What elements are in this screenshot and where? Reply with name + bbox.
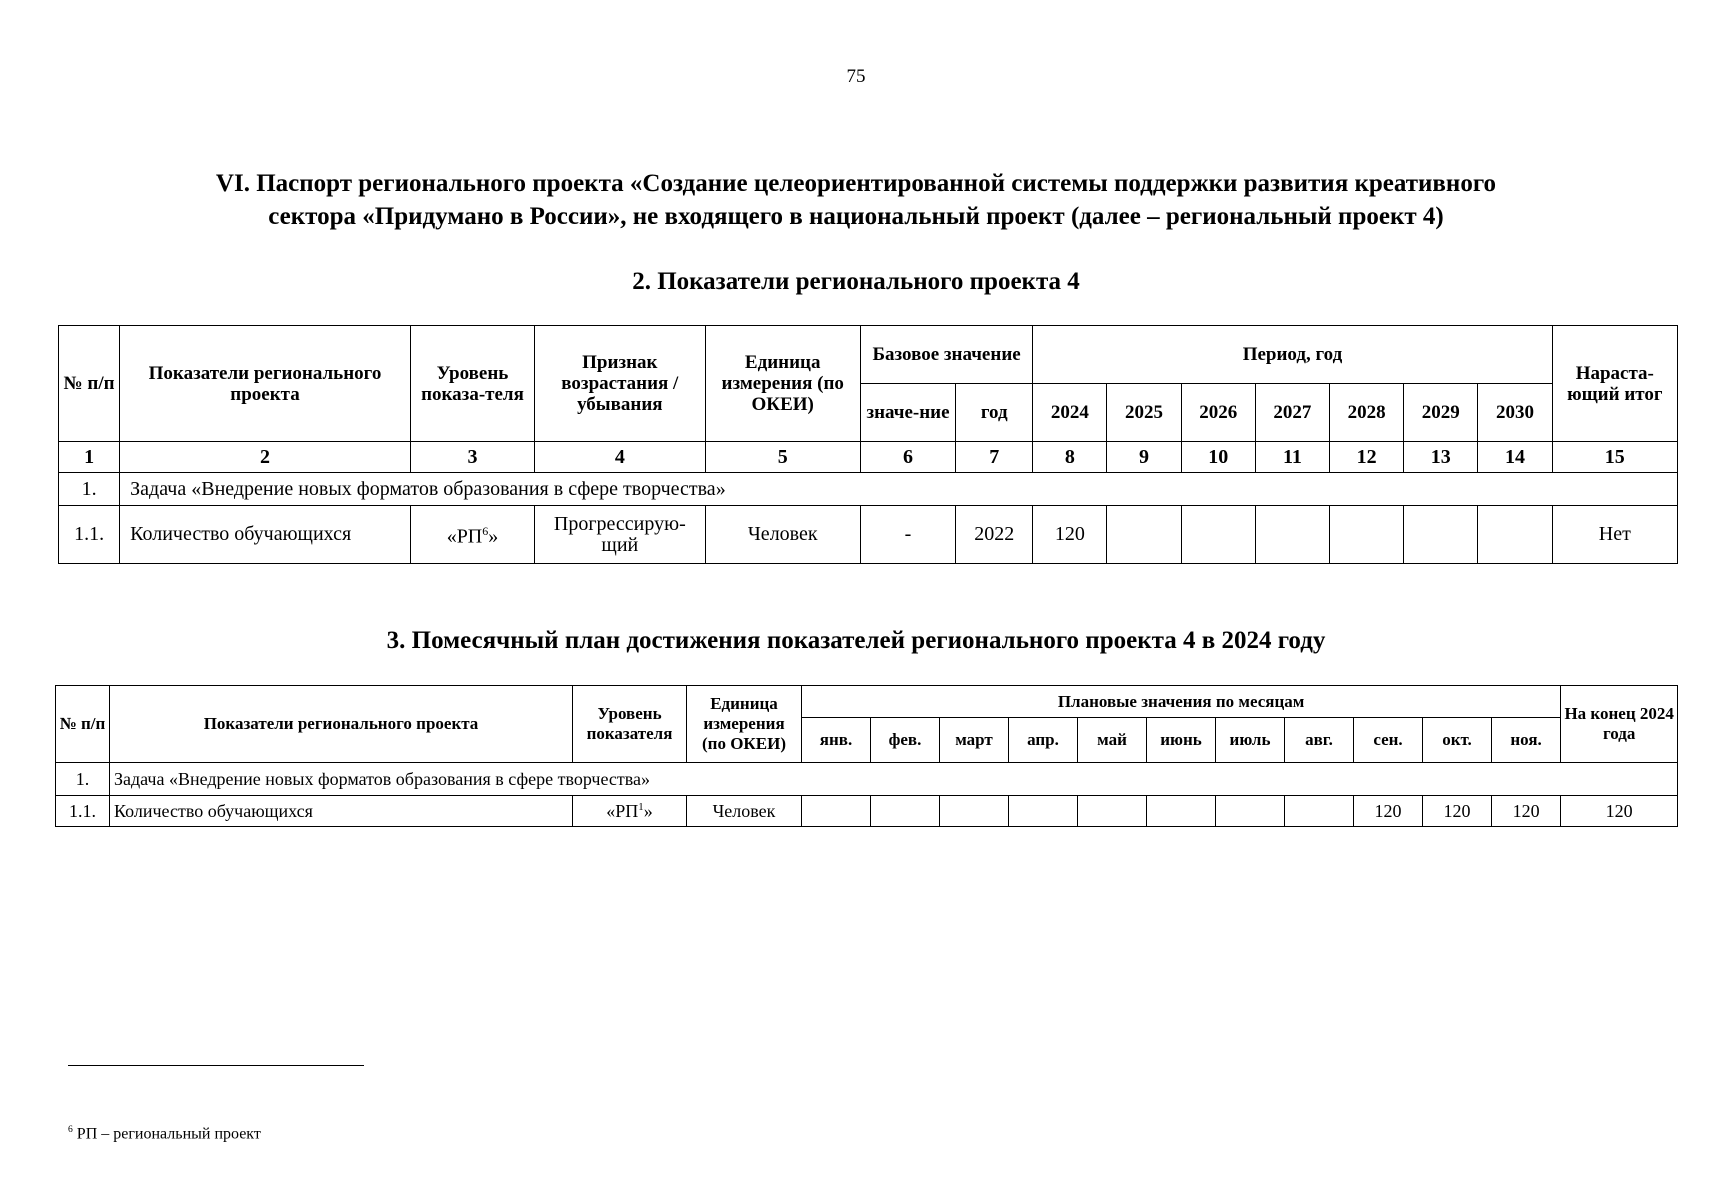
column-number: 5 xyxy=(705,442,860,473)
row-year-value xyxy=(1255,506,1329,564)
header-level: Уровень показателя xyxy=(573,686,687,763)
header-month: март xyxy=(940,718,1009,763)
footnote: $^6$ РП – региональный проект xyxy=(68,1124,261,1143)
header-month: фев. xyxy=(871,718,940,763)
column-number: 3 xyxy=(410,442,534,473)
row-year-value xyxy=(1107,506,1181,564)
page-number: 75 xyxy=(846,66,866,87)
document-title-line1: VI. Паспорт регионального проекта «Создание целеориентированной системы поддержки развития креативного xyxy=(215,170,1497,197)
footnote-divider xyxy=(68,1065,364,1066)
section3-title: 3. Помесячный план достижения показателей регионального проекта 4 в 2024 году xyxy=(386,627,1326,654)
header-month: янв. xyxy=(802,718,871,763)
header-year: 2024 xyxy=(1033,384,1107,442)
row-year-value xyxy=(1404,506,1478,564)
header-year: 2030 xyxy=(1478,384,1552,442)
document-title xyxy=(60,167,1652,233)
column-number: 7 xyxy=(956,442,1033,473)
row-level: «$РП^6$» xyxy=(410,506,534,564)
row-month-value: 120 xyxy=(1492,796,1561,827)
row-indicator: Количество обучающихся xyxy=(120,506,411,564)
indicators-table xyxy=(58,325,1678,564)
row-indicator: Количество обучающихся xyxy=(110,796,573,827)
row-year-value: 120 xyxy=(1033,506,1107,564)
header-cumulative: Нараста-ющий итог xyxy=(1552,326,1677,442)
row-month-value xyxy=(802,796,871,827)
column-number: 6 xyxy=(860,442,955,473)
task-num: 1. xyxy=(56,763,110,796)
row-month-value: 120 xyxy=(1423,796,1492,827)
row-month-value xyxy=(1285,796,1354,827)
row-year-value xyxy=(1478,506,1552,564)
column-number: 13 xyxy=(1404,442,1478,473)
table-row xyxy=(59,506,1678,564)
row-unit: Человек xyxy=(687,796,802,827)
row-month-value xyxy=(940,796,1009,827)
section2-title: 2. Показатели регионального проекта 4 xyxy=(632,268,1080,295)
task-text: Задача «Внедрение новых форматов образования в сфере творчества» xyxy=(120,473,1678,506)
header-num: № п/п xyxy=(56,686,110,763)
row-cumulative: Нет xyxy=(1552,506,1677,564)
column-number: 4 xyxy=(535,442,705,473)
header-month: ноя. xyxy=(1492,718,1561,763)
row-unit: Человек xyxy=(705,506,860,564)
column-number: 8 xyxy=(1033,442,1107,473)
row-base-value: - xyxy=(860,506,955,564)
row-num: 1.1. xyxy=(59,506,120,564)
column-number: 11 xyxy=(1255,442,1329,473)
column-number: 15 xyxy=(1552,442,1677,473)
row-month-value xyxy=(1009,796,1078,827)
column-number: 12 xyxy=(1329,442,1403,473)
row-month-value xyxy=(1216,796,1285,827)
row-year-value xyxy=(1181,506,1255,564)
header-year: 2028 xyxy=(1329,384,1403,442)
column-number: 9 xyxy=(1107,442,1181,473)
header-trend: Признак возрастания / убывания xyxy=(535,326,705,442)
header-plan: Плановые значения по месяцам xyxy=(802,686,1561,718)
header-unit: Единица измерения (по ОКЕИ) xyxy=(705,326,860,442)
row-month-value: 120 xyxy=(1354,796,1423,827)
header-unit: Единица измерения (по ОКЕИ) xyxy=(687,686,802,763)
table-row xyxy=(56,796,1678,827)
header-base-year: год xyxy=(956,384,1033,442)
header-year-end: На конец 2024 года xyxy=(1561,686,1678,763)
row-trend: Прогрессирую-щий xyxy=(535,506,705,564)
header-year: 2025 xyxy=(1107,384,1181,442)
header-month: июль xyxy=(1216,718,1285,763)
header-month: май xyxy=(1078,718,1147,763)
header-month: июнь xyxy=(1147,718,1216,763)
header-indicator: Показатели регионального проекта xyxy=(110,686,573,763)
column-number: 14 xyxy=(1478,442,1552,473)
header-month: авг. xyxy=(1285,718,1354,763)
row-month-value xyxy=(1078,796,1147,827)
monthly-plan-table xyxy=(55,685,1678,827)
header-base-value: значе-ние xyxy=(860,384,955,442)
row-month-value xyxy=(1147,796,1216,827)
header-level: Уровень показа-теля xyxy=(410,326,534,442)
row-level: «$РП^1$» xyxy=(573,796,687,827)
header-month: сен. xyxy=(1354,718,1423,763)
column-number: 2 xyxy=(120,442,411,473)
header-num: № п/п xyxy=(59,326,120,442)
header-base: Базовое значение xyxy=(860,326,1032,384)
header-year: 2029 xyxy=(1404,384,1478,442)
task-text: Задача «Внедрение новых форматов образования в сфере творчества» xyxy=(110,763,1678,796)
row-base-year: 2022 xyxy=(956,506,1033,564)
task-num: 1. xyxy=(59,473,120,506)
column-number: 10 xyxy=(1181,442,1255,473)
header-indicator: Показатели регионального проекта xyxy=(120,326,411,442)
row-num: 1.1. xyxy=(56,796,110,827)
header-period: Период, год xyxy=(1033,326,1552,384)
header-year: 2027 xyxy=(1255,384,1329,442)
column-number: 1 xyxy=(59,442,120,473)
header-year: 2026 xyxy=(1181,384,1255,442)
row-year-end: 120 xyxy=(1561,796,1678,827)
row-month-value xyxy=(871,796,940,827)
row-year-value xyxy=(1329,506,1403,564)
header-month: окт. xyxy=(1423,718,1492,763)
header-month: апр. xyxy=(1009,718,1078,763)
document-title-line2: сектора «Придумано в России», не входящего в национальный проект (далее – региональный проект 4) xyxy=(268,203,1444,230)
